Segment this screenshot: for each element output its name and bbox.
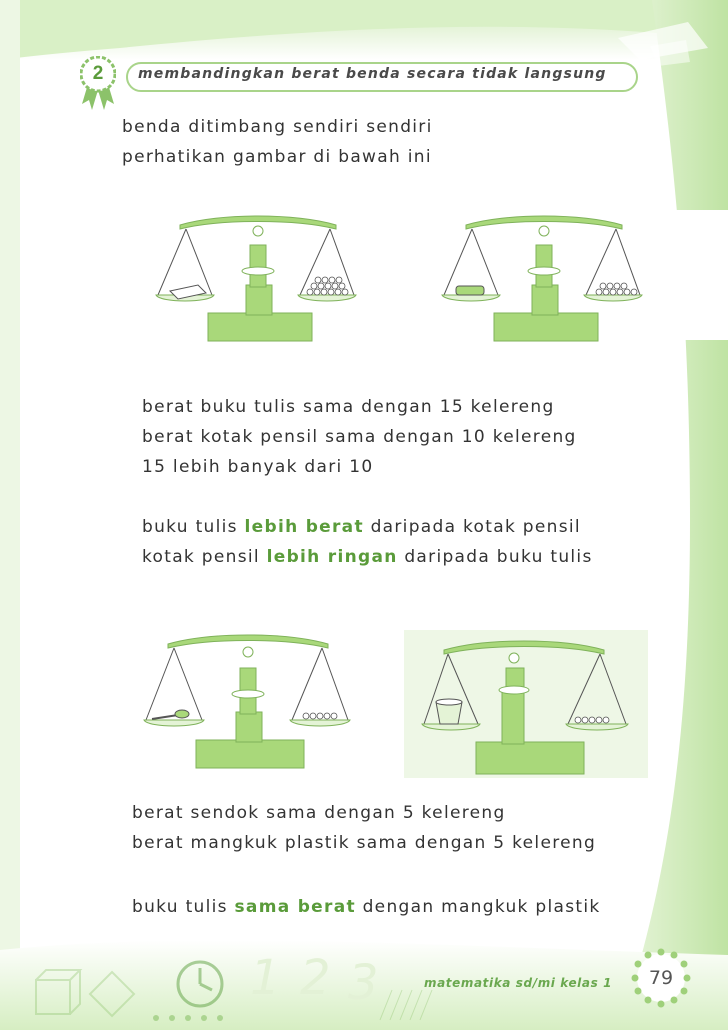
page-number: 79 xyxy=(648,967,674,989)
balance-scale-notebook xyxy=(150,205,364,347)
conclusion1-b-post: daripada buku tulis xyxy=(397,547,593,567)
conclusion1-b-highlight: lebih ringan xyxy=(266,547,398,567)
decor-number-2: 2 xyxy=(300,950,331,1006)
compare1-line-1: berat buku tulis sama dengan 15 kelereng xyxy=(142,397,555,417)
conclusion1-line-1 xyxy=(142,517,581,537)
conclusion2-pre: buku tulis xyxy=(132,897,235,917)
decor-number-3: 3 xyxy=(348,955,379,1011)
compare1-line-2: berat kotak pensil sama dengan 10 kelereng xyxy=(142,427,577,447)
conclusion1-a-highlight: lebih berat xyxy=(244,517,364,537)
conclusion2-post: dengan mangkuk plastik xyxy=(355,897,601,917)
balance-scale-bowl xyxy=(418,634,638,780)
intro-line-2: perhatikan gambar di bawah ini xyxy=(122,147,432,167)
section-number: 2 xyxy=(92,63,104,84)
conclusion1-line-2 xyxy=(142,547,593,567)
section-title: membandingkan berat benda secara tidak langsung xyxy=(138,66,607,82)
conclusion1-b-pre: kotak pensil xyxy=(142,547,267,567)
conclusion2-highlight: sama berat xyxy=(234,897,356,917)
compare1-line-3: 15 lebih banyak dari 10 xyxy=(142,457,374,477)
intro-line-1: benda ditimbang sendiri sendiri xyxy=(122,117,433,137)
balance-scale-pencil-box xyxy=(436,205,650,347)
conclusion1-a-post: daripada kotak pensil xyxy=(363,517,581,537)
conclusion2-line xyxy=(132,897,601,917)
decor-number-1: 1 xyxy=(250,950,281,1006)
conclusion1-a-pre: buku tulis xyxy=(142,517,245,537)
footer-book-title: matematika sd/mi kelas 1 xyxy=(424,976,613,990)
compare2-line-1: berat sendok sama dengan 5 kelereng xyxy=(132,803,506,823)
compare2-line-2: berat mangkuk plastik sama dengan 5 kelereng xyxy=(132,833,597,853)
balance-scale-spoon xyxy=(138,628,358,774)
